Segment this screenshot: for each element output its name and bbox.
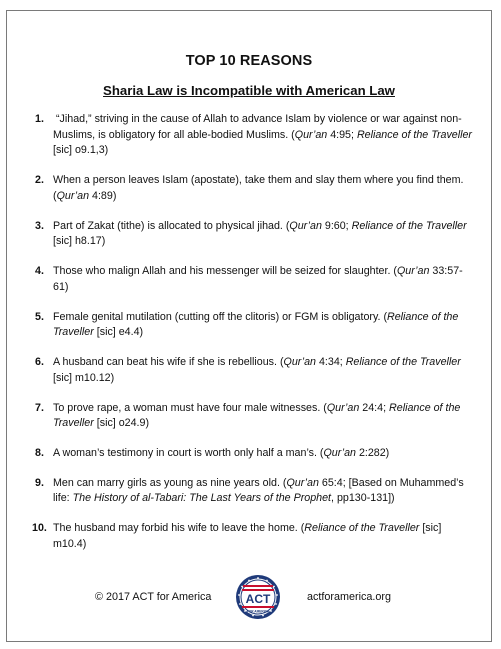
reason-citation: Reliance of the Traveller (53, 401, 461, 430)
reason-citation: Reliance of the Traveller (345, 356, 461, 369)
reason-item (35, 264, 475, 295)
reason-citation: The History of al-Tabari: The Last Years of the Prophet (72, 492, 332, 505)
reason-citation: Qur’an (323, 446, 356, 459)
reason-text: 24:4; (359, 401, 390, 414)
reason-citation: Reliance of the Traveller (351, 219, 467, 232)
logo-subtext: FOR AMERICA (246, 609, 270, 614)
reason-citation: Reliance of the Traveller (356, 128, 472, 141)
reason-citation: Qur’an (289, 219, 322, 232)
reason-text: , pp130-131]) (331, 492, 395, 505)
page-title: TOP 10 REASONS (185, 53, 313, 69)
reason-text: [sic] o9.1,3) (53, 144, 109, 157)
reason-text: 33:57-61) (53, 265, 463, 293)
reason-number: 1. (35, 113, 44, 125)
copyright-text: © 2017 ACT for America (95, 591, 212, 603)
reason-item (35, 112, 475, 159)
reason-item (35, 446, 475, 462)
reason-citation: Qur’an (294, 128, 328, 141)
reason-number: 10. (32, 522, 47, 535)
reason-text: “Jihad,” striving in the cause of Allah to advance Islam by violence or war against non-Muslims, is obligatory for all able-bodied Muslims. ( (53, 113, 462, 141)
reason-text: [sic] o24.9) (93, 417, 150, 430)
reason-text: To prove rape, a woman must have four male witnesses. ( (53, 401, 327, 414)
reason-citation: Qur’an (396, 265, 430, 278)
reason-citation: Reliance of the Traveller (53, 310, 459, 339)
reason-item (35, 219, 475, 250)
reason-number: 7. (35, 401, 44, 414)
reason-text: Female genital mutilation (cutting off the clitoris) or FGM is obligatory. ( (53, 310, 388, 323)
reason-item (35, 173, 475, 204)
website-link[interactable]: actforamerica.org (307, 591, 392, 603)
reason-text: 9:60; (321, 219, 352, 232)
reason-number: 4. (35, 265, 44, 278)
reason-citation: Reliance of the Traveller (304, 522, 420, 535)
reason-number: 9. (35, 476, 44, 489)
reason-citation: Qur’an (326, 401, 360, 414)
reason-text: [sic] m10.4) (53, 522, 442, 550)
reason-number: 5. (35, 310, 44, 323)
reason-item (35, 355, 475, 386)
reason-citation: Qur’an (283, 356, 316, 369)
reason-citation: Qur’an (286, 476, 319, 489)
reason-citation: Qur’an (56, 189, 90, 202)
reason-number: 8. (35, 446, 44, 459)
reasons-list (32, 112, 475, 567)
reason-text: Men can marry girls as young as nine years old. ( (53, 476, 287, 489)
reason-text: [sic] e4.4) (93, 326, 144, 339)
reason-text: A husband can beat his wife if she is rebellious. ( (53, 356, 284, 369)
reason-text: 4:89) (89, 189, 117, 202)
reason-text: A woman’s testimony in court is worth only half a man’s. ( (53, 446, 324, 459)
act-for-america-seal-icon (235, 574, 281, 620)
reason-text: When a person leaves Islam (apostate), take them and slay them where you find them. ( (53, 174, 464, 202)
reason-text: 2:282) (355, 446, 390, 459)
reason-number: 6. (35, 356, 44, 369)
reason-item (35, 310, 475, 341)
reason-item (32, 521, 475, 552)
reason-number: 3. (35, 219, 44, 232)
reason-text: [sic] m10.12) (53, 371, 115, 384)
reason-text: Part of Zakat (tithe) is allocated to physical jihad. ( (53, 219, 290, 232)
logo-text: ACT (245, 592, 271, 606)
reason-text: 4:95; (327, 128, 357, 141)
document-page (6, 10, 492, 642)
reason-text: [sic] h8.17) (53, 235, 106, 248)
reason-item (35, 401, 475, 432)
reason-number: 2. (35, 174, 44, 187)
reason-text: 65:4; [Based on Muhammed’s life: (53, 476, 464, 505)
page-subtitle: Sharia Law is Incompatible with American Law (103, 83, 395, 98)
reason-text: Those who malign Allah and his messenger will be seized for slaughter. ( (53, 265, 397, 278)
reason-text: The husband may forbid his wife to leave the home. ( (53, 522, 305, 535)
reason-text: 4:34; (316, 356, 346, 369)
reason-item (35, 476, 475, 507)
